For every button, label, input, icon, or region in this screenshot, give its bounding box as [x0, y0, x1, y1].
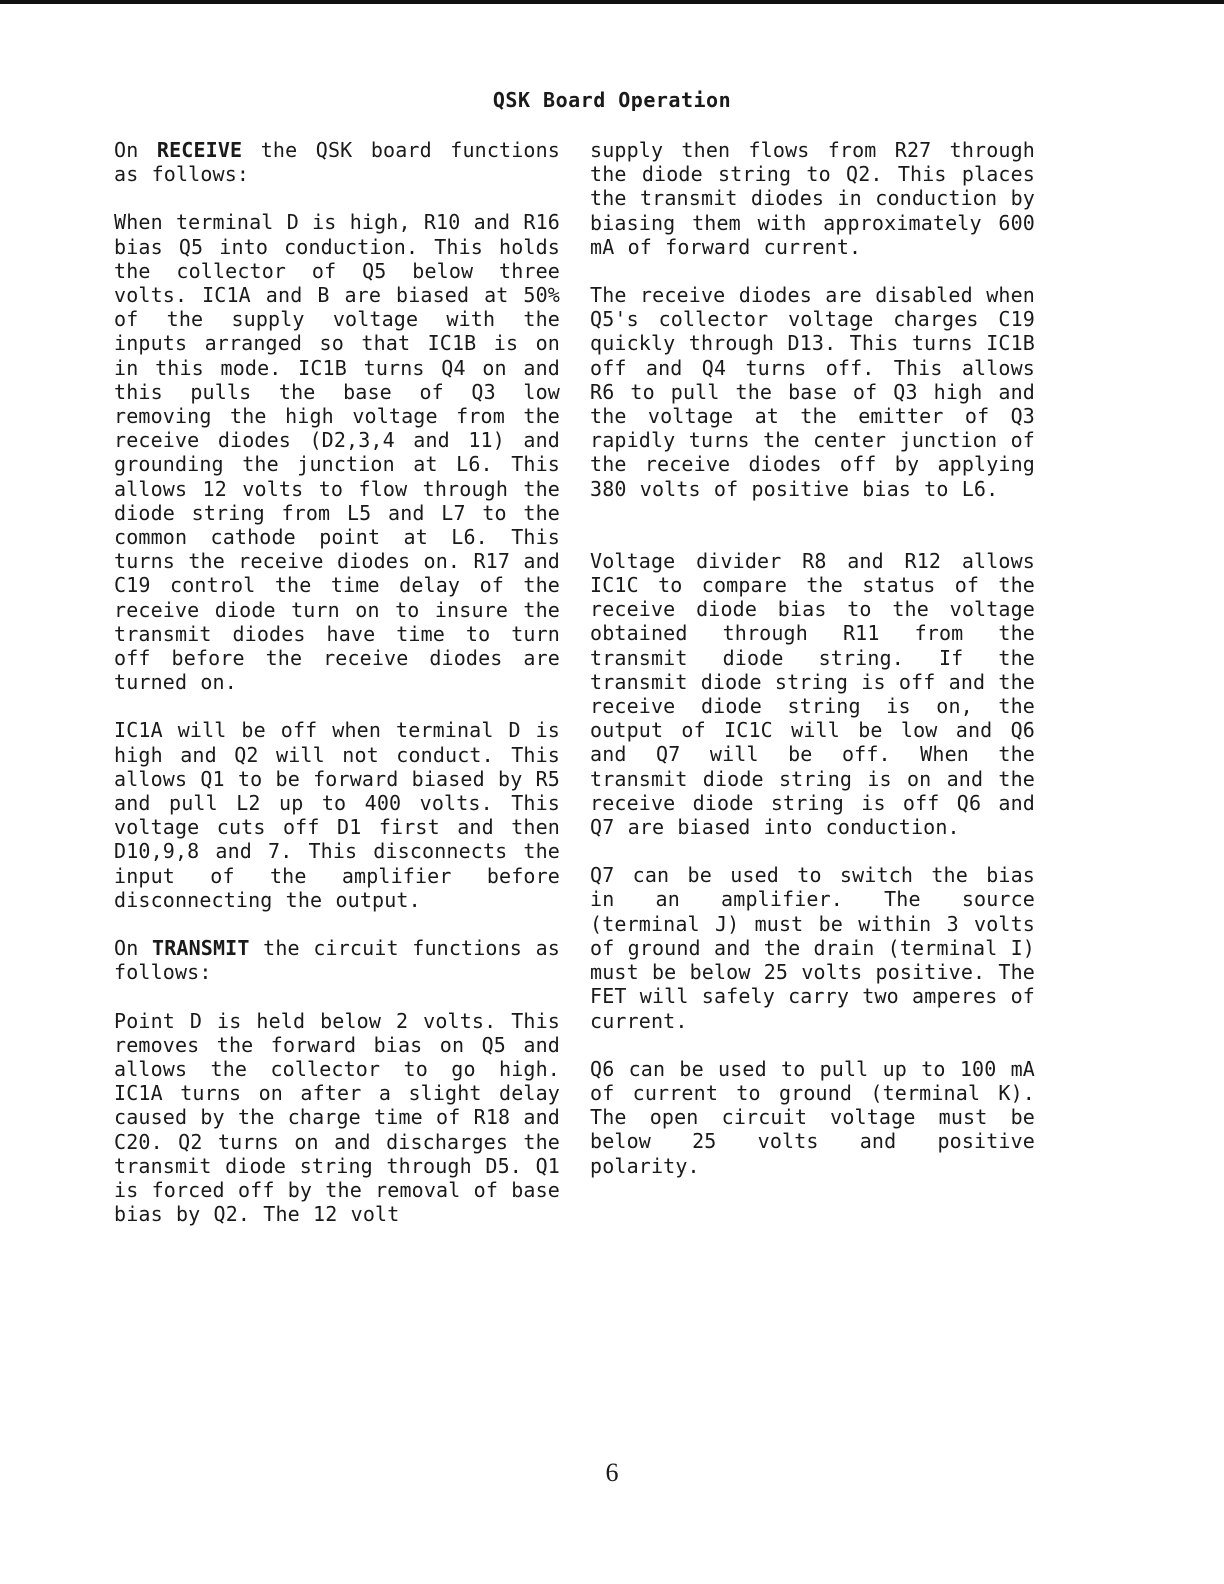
top-border-rule: [0, 0, 1224, 4]
page-number: 6: [605, 1458, 619, 1487]
receive-intro-prefix: On: [114, 138, 157, 162]
q7-usage-paragraph: Q7 can be used to switch the bias in an amplifier. The source (terminal J) must be within 3 volts of ground and the drain (terminal I) must be below 25 volts positive. The FET will safely carry two amperes of current.: [590, 863, 1035, 1033]
receive-disable-paragraph: The receive diodes are disabled when Q5's collector voltage charges C19 quickly through D13. This turns IC1B off and Q4 turns off. This allows R6 to pull the base of Q3 high and the voltage at the emitter of Q3 rapidly turns the center junction of the receive diodes off by applying 380 volts of positive bias to L6.: [590, 283, 1035, 501]
transmit-keyword: TRANSMIT: [152, 936, 250, 961]
left-column: [114, 138, 560, 1250]
receive-intro-suffix: the QSK board functions as follows:: [114, 138, 560, 187]
supply-flow-paragraph: supply then flows from R27 through the diode string to Q2. This places the transmit diodes in conduction by biasing them with approximately 600 mA of forward current.: [590, 138, 1035, 259]
transmit-intro-paragraph: [114, 936, 560, 984]
transmit-operation-paragraph: Point D is held below 2 volts. This removes the forward bias on Q5 and allows the collector to go high. IC1A turns on after a slight delay caused by the charge time of R18 and C20. Q2 turns on and discharges the transmit diode string through D5. Q1 is forced off by the removal of base bias by Q2. The 12 volt: [114, 1008, 560, 1227]
transmit-intro-suffix: the circuit functions as follows:: [114, 936, 560, 985]
q6-usage-paragraph: Q6 can be used to pull up to 100 mA of current to ground (terminal K). The open circuit voltage must be below 25 volts and positive polarity.: [590, 1056, 1035, 1178]
transmit-intro-prefix: On: [114, 936, 152, 961]
receive-keyword: RECEIVE: [156, 138, 243, 162]
right-column: [590, 138, 1035, 1202]
voltage-divider-paragraph: Voltage divider R8 and R12 allows IC1C to compare the status of the receive diode bias to the voltage obtained through R11 from the transmit diode string. If the transmit diode string is off and the receive diode string is on, the output of IC1C will be low and Q6 and Q7 will be off. When the transmit diode string is on and the receive diode string is off Q6 and Q7 are biased into conduction.: [590, 548, 1035, 840]
receive-intro-paragraph: [114, 138, 560, 186]
page-title: QSK Board Operation: [492, 88, 732, 112]
receive-operation-paragraph: When terminal D is high, R10 and R16 bias Q5 into conduction. This holds the collector of Q5 below three volts. IC1A and B are biased at 50% of the supply voltage with the inputs arranged so that IC1B is on in this mode. IC1B turns Q4 on and this pulls the base of Q3 low removing the high voltage from the receive diodes (D2,3,4 and 11) and grounding the junction at L6. This allows 12 volts to flow through the diode string from L5 and L7 to the common cathode point at L6. This turns the receive diodes on. R17 and C19 control the time delay of the receive diode turn on to insure the transmit diodes have time to turn off before the receive diodes are turned on.: [114, 210, 560, 695]
ic1a-off-paragraph: IC1A will be off when terminal D is high and Q2 will not conduct. This allows Q1 to be forward biased by R5 and pull L2 up to 400 volts. This voltage cuts off D1 first and then D10,9,8 and 7. This disconnects the input of the amplifier before disconnecting the output.: [114, 718, 560, 912]
